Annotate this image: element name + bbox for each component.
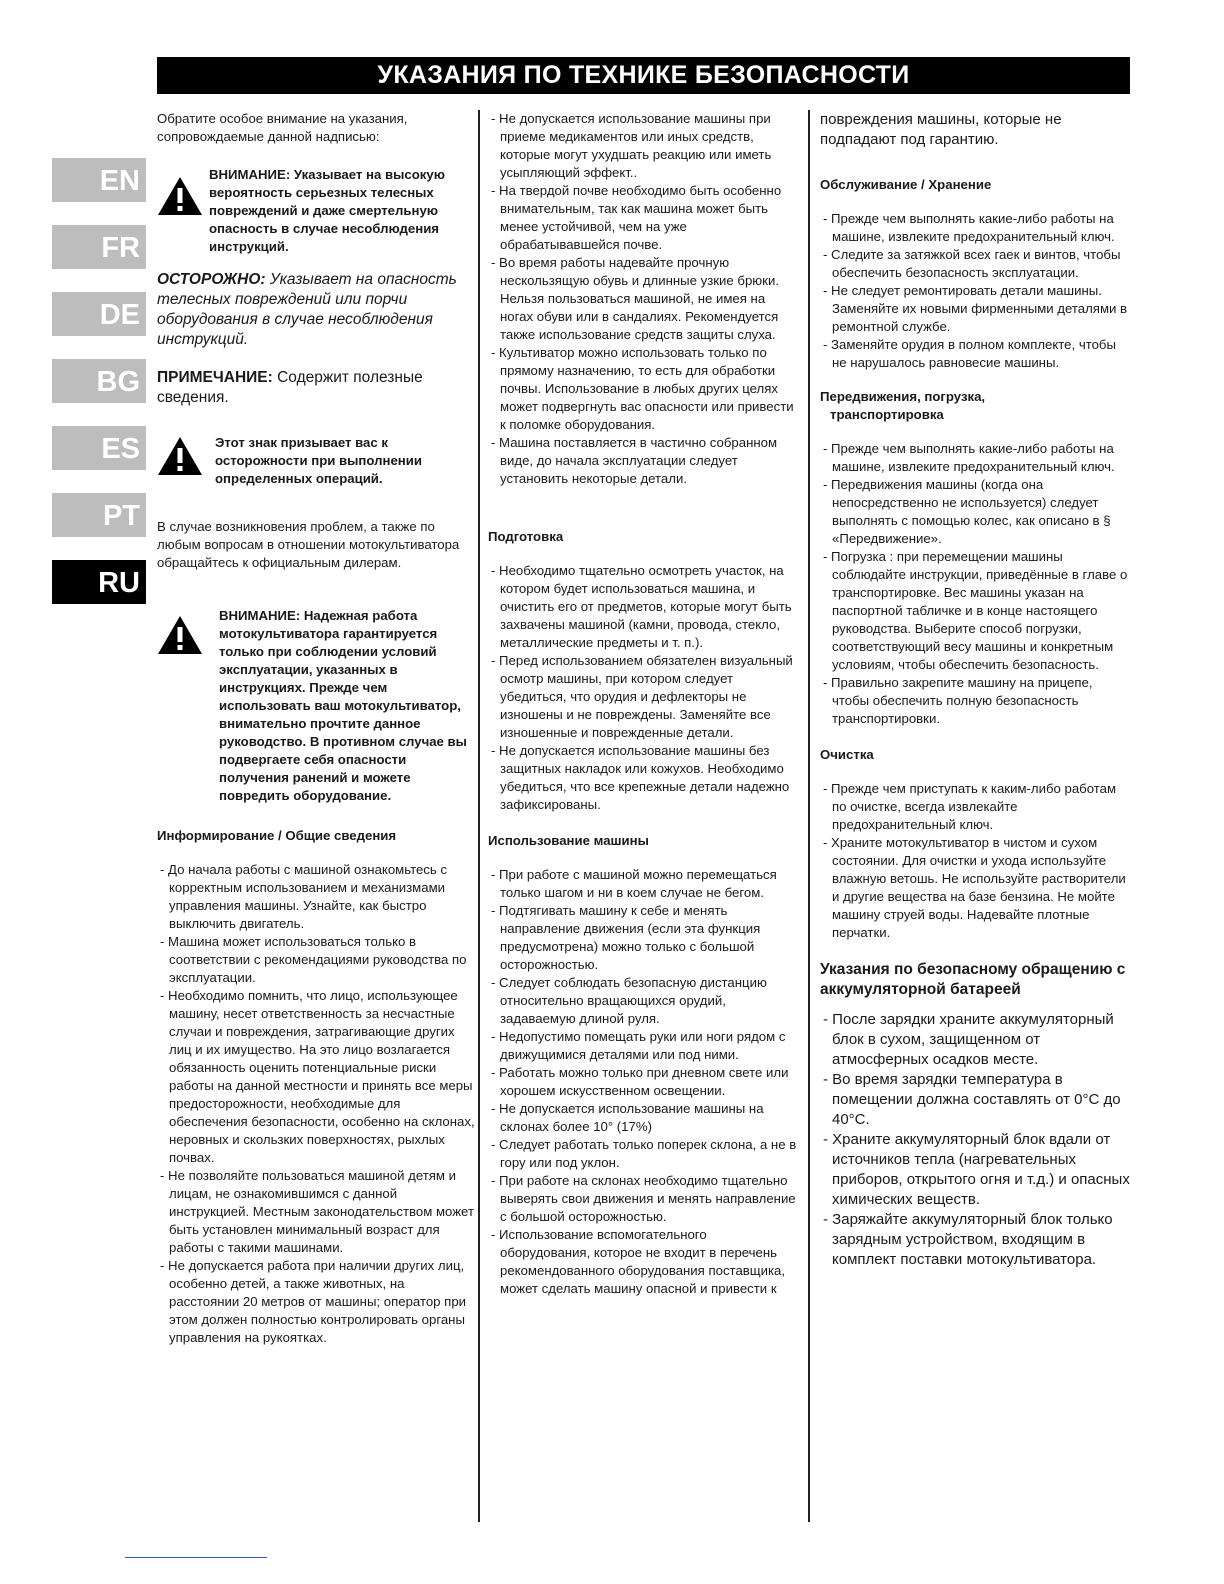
list-item: - Храните мотокультиватор в чистом и сухом состоянии. Для очистки и ухода используйте влажную ветошь. Не используйте растворители и другие вещества на базе бензина. Не мойте машину струей воды. Надевайте плотные перчатки.	[823, 835, 1126, 940]
section-heading-transport-line-2: транспортировка	[830, 407, 944, 422]
list-item: - Заряжайте аккумуляторный блок только зарядным устройством, входящим в комплект поставки мотокультиватора.	[823, 1211, 1113, 1268]
caution-sign-block	[157, 434, 475, 488]
column-divider	[478, 110, 480, 1522]
section-heading-service: Обслуживание / Хранение	[820, 177, 992, 192]
list-item: - Погрузка : при перемещении машины соблюдайте инструкции, приведённые в главе о транспортировке. Вес машины указан на паспортной табличке и в конце настоящего руководства. Выберите способ погрузки, соответствующий весу машины и конкретным условиям, чтобы обеспечить безопасность.	[823, 549, 1128, 672]
list-item: - Прежде чем приступать к каким-либо работам по очистке, всегда извлекайте предохранительный ключ.	[823, 781, 1117, 832]
list-item: - На твердой почве необходимо быть особенно внимательным, так как машина может быть менее устойчивой, чем на уже обрабатывавшейся почве.	[491, 183, 782, 252]
list-item: - Перед использованием обязателен визуальный осмотр машины, при котором следует убедиться, что орудия и дефлекторы не изношены и не повреждены. Заменяйте все изношенные и поврежденные детали.	[491, 653, 793, 740]
list-item: - Необходимо помнить, что лицо, использующее машину, несет ответственность за несчастные случаи и повреждения, затрагивающие других лиц и их имущество. На это лицо возлагается обязанность оценить потенциальные риски работы на данной местности и принять все меры предосторожности, необходимые для обеспечения безопасности, особенно на склонах, неровных и скользких поверхностях, рыхлых почвах.	[160, 988, 475, 1165]
warning-text: ВНИМАНИЕ: Указывает на высокую вероятность серьезных телесных повреждений и даже смертельную опасность в случае несоблюдения инструкций.	[209, 167, 445, 254]
lang-tab-ru-active[interactable]: RU	[52, 560, 146, 604]
list-item: - Не следует ремонтировать детали машины. Заменяйте их новыми фирменными деталями в ремонтной службе.	[823, 283, 1128, 334]
list-item: - Необходимо тщательно осмотреть участок, на котором будет использоваться машина, и очистить его от предметов, которые могут быть захвачены машиной (камни, провода, стекло, металлические предметы и т. п.).	[491, 563, 792, 650]
warning-text-2: ВНИМАНИЕ: Надежная работа мотокультиватора гарантируется только при соблюдении условий эксплуатации, указанных в инструкциях. Прежде чем использовать ваш мотокультиватор, внимательно прочтите данное руководство. В противном случае вы подвергаете себя опасности получения ранений и можете повредить оборудование.	[219, 608, 467, 803]
sign-text: Этот знак призывает вас к осторожности при выполнении определенных операций.	[215, 435, 422, 486]
lang-tab-en[interactable]: EN	[52, 158, 146, 202]
list-item: - Не допускается использование машины на склонах более 10° (17%)	[491, 1101, 764, 1134]
list-item: - Следует соблюдать безопасную дистанцию относительно вращающихся орудий, задаваемую длиной руля.	[491, 975, 767, 1026]
list-item: - Подтягивать машину к себе и менять направление движения (если эта функция предусмотрена) можно только с большой осторожностью.	[491, 903, 761, 972]
note-paragraph	[157, 368, 475, 408]
section-heading-info: Информирование / Общие сведения	[157, 828, 397, 843]
list-item: - Использование вспомогательного оборудования, которое не входит в перечень рекомендованного оборудования поставщика, может сделать машину опасной и привести к	[491, 1227, 786, 1296]
list-item: - Храните аккумуляторный блок вдали от источников тепла (нагревательных приборов, открытого огня и т.д.) и опасных химических веществ.	[823, 1131, 1130, 1208]
note-text: Содержит полезные сведения.	[157, 369, 423, 406]
note-label: ПРИМЕЧАНИЕ:	[157, 369, 273, 386]
list-item: - Правильно закрепите машину на прицепе, чтобы обеспечить полную безопасность транспортировки.	[823, 675, 1093, 726]
warning-icon	[157, 166, 209, 221]
list-item: - Не допускается использование машины без защитных накладок или кожухов. Необходимо убедиться, что все крепежные детали надежно зафиксированы.	[491, 743, 790, 812]
column-3	[820, 110, 1132, 1270]
list-item: - При работе с машиной можно перемещаться только шагом и ни в коем случае не бегом.	[491, 867, 777, 900]
lang-tab-pt[interactable]: PT	[52, 493, 146, 537]
lang-tab-de[interactable]: DE	[52, 292, 146, 336]
list-item: - Следите за затяжкой всех гаек и винтов, чтобы обеспечить безопасность эксплуатации.	[823, 247, 1121, 280]
list-item: - Заменяйте орудия в полном комплекте, чтобы не нарушалось равновесие машины.	[823, 337, 1116, 370]
caution-label: ОСТОРОЖНО:	[157, 271, 266, 288]
list-item: - Во время зарядки температура в помещении должна составлять от 0°C до 40°C.	[823, 1071, 1121, 1128]
list-item: - Во время работы надевайте прочную нескользящую обувь и длинные узкие брюки. Нельзя пользоваться машиной, не имея на ногах обуви или в сандалиях. Рекомендуется также использование средств защиты слуха.	[491, 255, 779, 342]
page-title: УКАЗАНИЯ ПО ТЕХНИКЕ БЕЗОПАСНОСТИ	[157, 57, 1130, 94]
column-divider	[808, 110, 810, 1522]
section-heading-battery: Указания по безопасному обращению с аккумуляторной батареей	[820, 961, 1126, 998]
list-item: - Недопустимо помещать руки или ноги рядом с движущимися деталями или под ними.	[491, 1029, 786, 1062]
continued-text: повреждения машины, которые не подпадают под гарантию.	[820, 111, 1062, 148]
list-item: - Следует работать только поперек склона, а не в гору или под уклон.	[491, 1137, 797, 1170]
caution-text: Указывает на опасность телесных повреждений или порчи оборудования в случае несоблюдения инструкций.	[157, 271, 457, 348]
list-item: - Машина поставляется в частично собранном виде, до начала эксплуатации следует установить некоторые детали.	[491, 435, 778, 486]
list-item: - Не допускается использование машины при приеме медикаментов или иных средств, которые могут ухудшать реакцию или иметь усыпляющий эффект..	[491, 111, 772, 180]
list-item: - Передвижения машины (когда она непосредственно не используется) следует выполнять с помощью колес, как описано в § «Передвижение».	[823, 477, 1111, 546]
section-heading-prep: Подготовка	[488, 529, 564, 544]
intro-text: Обратите особое внимание на указания, сопровождаемые данной надписью:	[157, 111, 408, 144]
section-heading-clean: Очистка	[820, 747, 874, 762]
list-item: - До начала работы с машиной ознакомьтесь с корректным использованием и механизмами управления машины. Узнайте, как быстро выключить двигатель.	[160, 862, 448, 931]
column-1	[157, 110, 475, 1347]
section-heading-transport: Передвижения, погрузка,	[820, 389, 986, 404]
caution-paragraph	[157, 270, 475, 350]
warning-icon	[157, 607, 219, 660]
list-item: - Культиватор можно использовать только по прямому назначению, то есть для обработки почвы. Использование в любых других целях может подвергнуть вас опасности или привести к поломке оборудования.	[491, 345, 794, 432]
list-item: - Прежде чем выполнять какие-либо работы на машине, извлеките предохранительный ключ.	[823, 441, 1115, 474]
section-heading-use: Использование машины	[488, 833, 649, 848]
list-item: - Машина может использоваться только в соответствии с рекомендациями руководства по эксплуатации.	[160, 934, 467, 985]
column-2	[488, 110, 800, 1298]
list-item: - Работать можно только при дневном свете или хорошем искусственном освещении.	[491, 1065, 789, 1098]
lang-tab-fr[interactable]: FR	[52, 225, 146, 269]
warning-block	[157, 166, 475, 256]
list-item: - Прежде чем выполнять какие-либо работы на машине, извлеките предохранительный ключ.	[823, 211, 1115, 244]
problems-text: В случае возникновения проблем, а также по любым вопросам в отношении мотокультиватора обращайтесь к официальным дилерам.	[157, 519, 460, 570]
list-item: - Не позволяйте пользоваться машиной детям и лицам, не ознакомившимся с данной инструкцией. Местным законодательством может быть установлен минимальный возраст для работы с такими машинами.	[160, 1168, 474, 1255]
list-item: - При работе на склонах необходимо тщательно выверять свои движения и менять направление с большой осторожностью.	[491, 1173, 796, 1224]
list-item: - После зарядки храните аккумуляторный блок в сухом, защищенном от атмосферных осадков месте.	[823, 1011, 1114, 1068]
warning-icon	[157, 434, 215, 481]
footer-link-underline	[125, 1557, 267, 1558]
warning-block-2	[157, 607, 475, 805]
lang-tab-bg[interactable]: BG	[52, 359, 146, 403]
list-item: - Не допускается работа при наличии других лиц, особенно детей, а также животных, на расстоянии 20 метров от машины; оператор при этом должен полностью контролировать органы управления на рукоятках.	[160, 1258, 467, 1345]
lang-tab-es[interactable]: ES	[52, 426, 146, 470]
